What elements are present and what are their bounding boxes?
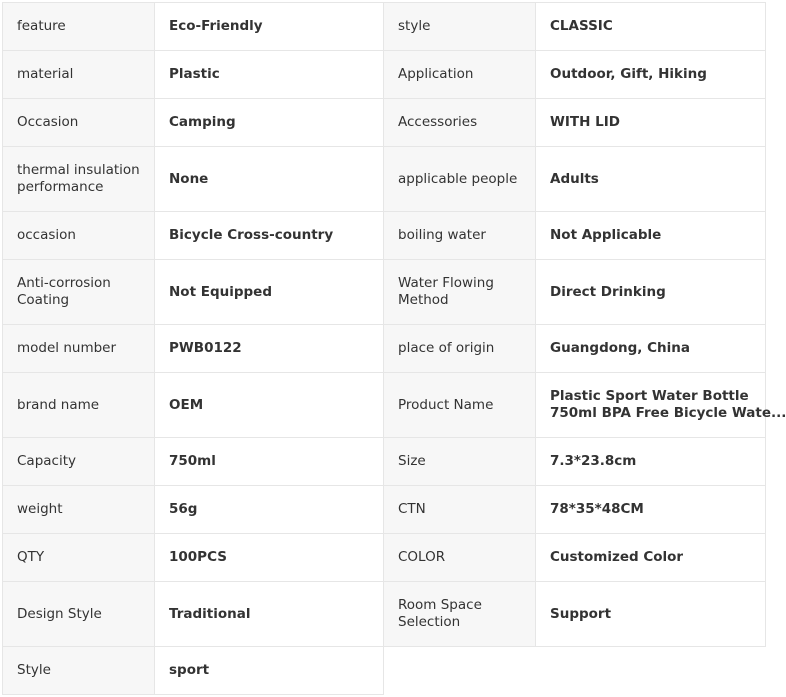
spec-key: Design Style [3, 582, 155, 647]
spec-key: Style [3, 647, 155, 695]
spec-key: COLOR [384, 534, 536, 582]
spec-row [3, 438, 766, 486]
spec-row [3, 3, 766, 51]
spec-key: applicable people [384, 147, 536, 212]
spec-key: thermal insulation performance [3, 147, 155, 212]
spec-row [3, 260, 766, 325]
spec-key: Capacity [3, 438, 155, 486]
spec-value: OEM [155, 373, 384, 438]
spec-row [3, 212, 766, 260]
spec-key: material [3, 51, 155, 99]
spec-value: 100PCS [155, 534, 384, 582]
spec-key: style [384, 3, 536, 51]
spec-value: CLASSIC [536, 3, 766, 51]
spec-value: Direct Drinking [536, 260, 766, 325]
spec-key: Application [384, 51, 536, 99]
product-specs-table [2, 2, 786, 695]
spec-value: None [155, 147, 384, 212]
spec-value: Adults [536, 147, 766, 212]
spec-value: 750ml [155, 438, 384, 486]
spec-value: Guangdong, China [536, 325, 766, 373]
spec-value: Outdoor, Gift, Hiking [536, 51, 766, 99]
spec-value: 78*35*48CM [536, 486, 766, 534]
product-name-line-2: 750ml BPA Free Bicycle Wate... [550, 405, 786, 421]
spec-key: CTN [384, 486, 536, 534]
spec-value: Not Equipped [155, 260, 384, 325]
spec-value: Not Applicable [536, 212, 766, 260]
spec-value: WITH LID [536, 99, 766, 147]
spec-key: Product Name [384, 373, 536, 438]
spec-row [3, 582, 766, 647]
spec-key: brand name [3, 373, 155, 438]
spec-row [3, 486, 766, 534]
spec-row [3, 373, 766, 438]
spec-row [3, 534, 766, 582]
spec-value: 7.3*23.8cm [536, 438, 766, 486]
spec-value: Camping [155, 99, 384, 147]
spec-key: feature [3, 3, 155, 51]
spec-row [3, 147, 766, 212]
spec-key: place of origin [384, 325, 536, 373]
spec-key: Room Space Selection [384, 582, 536, 647]
spec-row [3, 99, 766, 147]
spec-value: Eco-Friendly [155, 3, 384, 51]
spec-key: weight [3, 486, 155, 534]
spec-key: QTY [3, 534, 155, 582]
spec-value: Traditional [155, 582, 384, 647]
empty-cell [536, 647, 766, 695]
spec-key: Accessories [384, 99, 536, 147]
spec-value: Plastic [155, 51, 384, 99]
spec-value: sport [155, 647, 384, 695]
spec-key: occasion [3, 212, 155, 260]
product-name-line-1: Plastic Sport Water Bottle [550, 388, 749, 404]
spec-value [536, 373, 786, 438]
spec-key: model number [3, 325, 155, 373]
empty-cell [384, 647, 536, 695]
spec-row [3, 647, 766, 695]
spec-key: Size [384, 438, 536, 486]
spec-key: Anti-corrosion Coating [3, 260, 155, 325]
spec-row [3, 325, 766, 373]
spec-value: Support [536, 582, 766, 647]
spec-key: Water Flowing Method [384, 260, 536, 325]
spec-key: Occasion [3, 99, 155, 147]
spec-value: Bicycle Cross-country [155, 212, 384, 260]
spec-key: boiling water [384, 212, 536, 260]
spec-row [3, 51, 766, 99]
spec-value: 56g [155, 486, 384, 534]
spec-value: PWB0122 [155, 325, 384, 373]
spec-value: Customized Color [536, 534, 766, 582]
